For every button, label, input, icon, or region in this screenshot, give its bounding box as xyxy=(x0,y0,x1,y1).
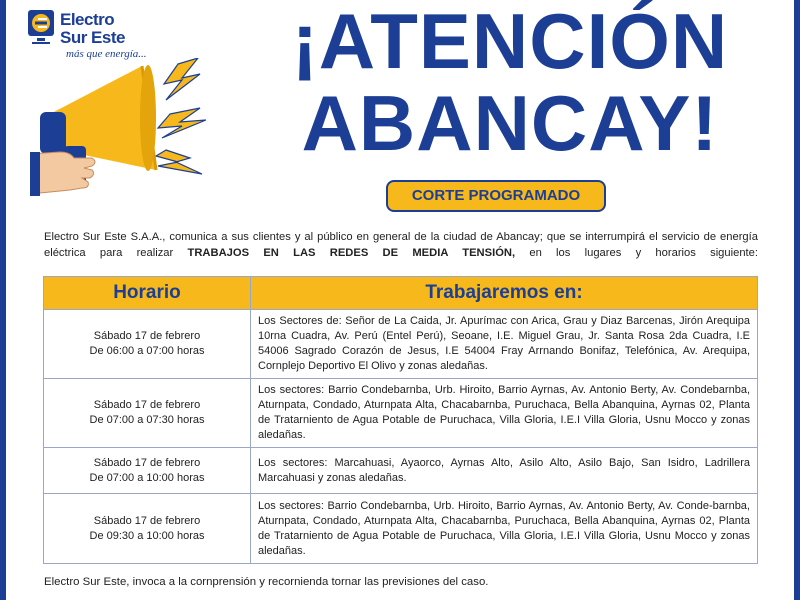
logo-emblem-icon xyxy=(26,8,60,48)
table-row xyxy=(44,310,758,379)
time-cell xyxy=(44,310,251,379)
scheduled-outage-badge: CORTE PROGRAMADO xyxy=(386,180,606,212)
intro-text-after: en los lugares y horarios siguiente: xyxy=(515,247,758,259)
places-cell: Los sectores: Barrio Condebarnba, Urb. Hiroito, Barrio Ayrnas, Av. Antonio Berty, Av. Condebarnba, Aturnpata, Condado, Aturnpata Alta, Chacabarnba, Puruchaca, Bella Abanquina, Ayrnas 02, Planta de Tratarniento de Agua Potable de Puruchaca, Villa Gloria, I.E.I Villa Gloria, Usnu Mocco y zonas aledañas. xyxy=(251,379,758,448)
intro-text-before: Electro Sur Este S.A.A., comunica a sus clientes y al público en general de la ciudad de Abancay; que se interrumpirá el servicio de energía eléctrica para realizar xyxy=(44,231,758,259)
table-row xyxy=(44,448,758,494)
table-row xyxy=(44,379,758,448)
right-border xyxy=(794,0,800,600)
intro-bold-text: TRABAJOS EN LAS REDES DE MEDIA TENSIÓN, xyxy=(187,247,516,259)
left-border xyxy=(0,0,6,600)
logo-tagline: más que energía... xyxy=(66,48,147,60)
row-date: Sábado 17 de febrero xyxy=(93,330,201,342)
footer-note: Electro Sur Este, invoca a la cornprensión y recornienda tornar las previsiones del caso. xyxy=(44,576,489,588)
headline xyxy=(250,0,770,167)
row-time: De 07:00 a 10:00 horas xyxy=(89,471,205,484)
places-cell: Los Sectores de: Señor de La Caida, Jr. Apurímac con Arica, Grau y Diaz Barcenas, Jirón Arequipa 10rna Cuadra, Av. Perú (Entel Perú), Seoane, I.E. Miguel Grau, Jr. Santa Rosa 2da Cuadra, I.E 54006 Sagrado Corazón de Jesus, I.E 54004 Fray Arrnando Bonifaz, Telefónica, Av. Arequipa, Cornplejo Deportivo El Olivo y zonas aledañas. xyxy=(251,310,758,379)
row-time: De 06:00 a 07:00 horas xyxy=(89,345,205,357)
places-cell: Los sectores: Barrio Condebarnba, Urb. Hiroito, Barrio Ayrnas, Av. Antonio Berty, Av. Conde-barnba, Aturnpata, Condado, Aturnpata Alta, Chacabarnba, Puruchaca, Bella Abanquina, Ayrnas 02, Planta de Tratarniento de Agua Potable de Puruchaca, Villa Gloria, I.E.I Villa Gloria, Usnu Mocco y zonas aledañas. xyxy=(251,494,758,564)
row-date: Sábado 17 de febrero xyxy=(93,399,201,411)
time-cell xyxy=(44,448,251,494)
schedule-table xyxy=(43,276,758,564)
intro-paragraph xyxy=(44,229,758,261)
logo-name-line2: Sur Este xyxy=(60,28,125,47)
row-time: De 07:00 a 07:30 horas xyxy=(89,414,205,426)
headline-line2: ABANCAY! xyxy=(301,79,719,167)
row-date: Sábado 17 de febrero xyxy=(93,456,201,469)
header-horario: Horario xyxy=(44,277,251,310)
time-cell xyxy=(44,379,251,448)
places-cell: Los sectores: Marcahuasi, Ayaorco, Ayrnas Alto, Asilo Alto, Asilo Bajo, San Isidro, Ladrillera Marcahuasi y zonas aledañas. xyxy=(251,448,758,494)
company-logo xyxy=(26,8,186,64)
row-date: Sábado 17 de febrero xyxy=(93,514,201,527)
headline-line1: ¡ATENCIÓN xyxy=(291,0,729,85)
time-cell xyxy=(44,494,251,564)
megaphone-icon xyxy=(30,58,220,208)
table-header-row xyxy=(44,277,758,310)
row-time: De 09:30 a 10:00 horas xyxy=(89,529,205,542)
table-row xyxy=(44,494,758,564)
logo-name-line1: Electro xyxy=(60,10,115,29)
header-trabajaremos: Trabajaremos en: xyxy=(251,277,758,310)
